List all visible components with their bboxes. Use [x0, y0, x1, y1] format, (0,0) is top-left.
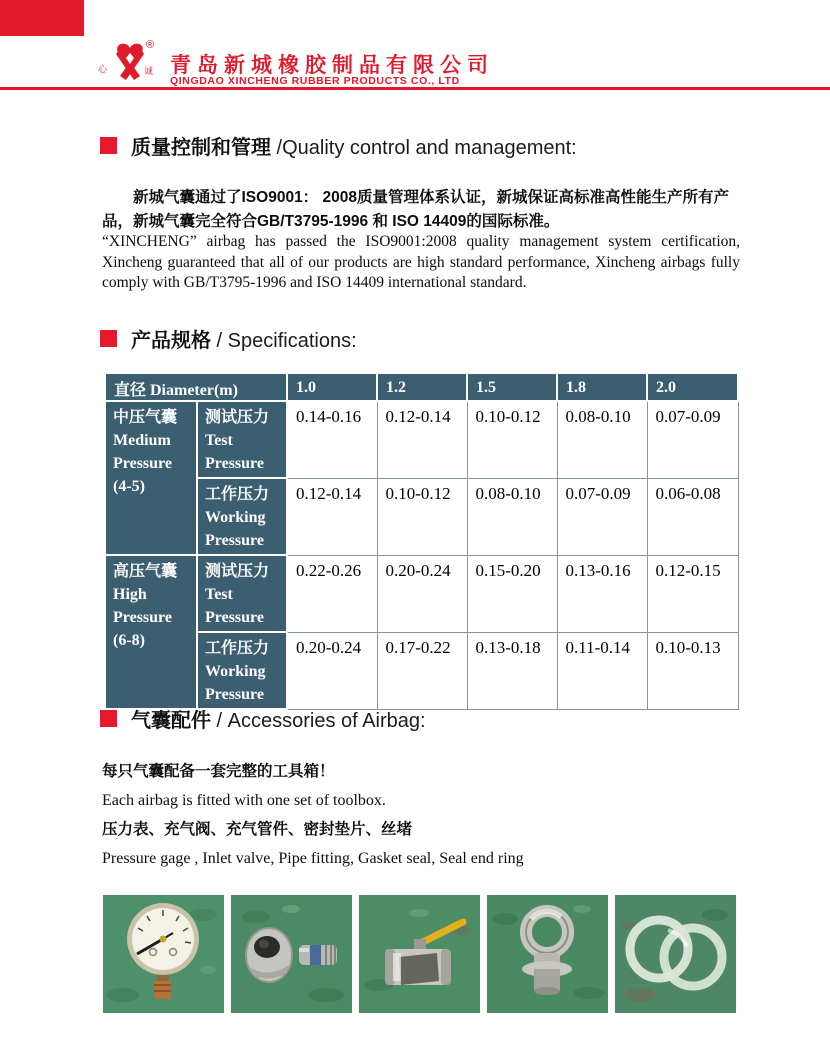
table-row [105, 478, 738, 555]
svg-text:心: 心 [98, 64, 108, 74]
group-medium-pressure-cell: 中压气囊 Medium Pressure (4-5) [105, 401, 197, 555]
value-cell: 0.20-0.24 [287, 632, 377, 709]
value-cell: 0.17-0.22 [377, 632, 467, 709]
accessories-heading-zh: 气囊配件 [131, 710, 211, 732]
diameter-value-cell: 1.2 [377, 373, 467, 401]
inlet-valve-photo [231, 895, 352, 1013]
value-cell: 0.12-0.15 [647, 555, 738, 632]
red-square-bullet-icon [100, 710, 117, 727]
value-cell: 0.11-0.14 [557, 632, 647, 709]
svg-text:诚: 诚 [144, 66, 154, 76]
spec-heading-en: / Specifications: [211, 330, 357, 352]
working-pressure-label-cell: 工作压力 Working Pressure [197, 632, 287, 709]
test-pressure-label-cell: 测试压力 Test Pressure [197, 555, 287, 632]
diameter-value-cell: 1.0 [287, 373, 377, 401]
working-pressure-label-cell: 工作压力 Working Pressure [197, 478, 287, 555]
quality-heading-en: /Quality control and management: [271, 137, 577, 159]
gasket-rings-photo [615, 895, 736, 1013]
value-cell: 0.15-0.20 [467, 555, 557, 632]
test-pressure-label-cell: 测试压力 Test Pressure [197, 401, 287, 478]
diameter-value-cell: 2.0 [647, 373, 738, 401]
specifications-table [104, 372, 739, 710]
toolbox-line-en: Each airbag is fitted with one set of toolbox. [102, 792, 386, 809]
quality-paragraph-en: “XINCHENG” airbag has passed the ISO9001:2008 quality management system certification, Xincheng guaranteed that all of our products are high standard performance, Xincheng airbags fully comply with GB/T3795-1996 and ISO 14409 international standard. [102, 233, 740, 291]
value-cell: 0.06-0.08 [647, 478, 738, 555]
red-square-bullet-icon [100, 330, 117, 347]
accessory-photo-strip [103, 895, 736, 1013]
accessories-heading-en: / Accessories of Airbag: [211, 710, 426, 732]
value-cell: 0.14-0.16 [287, 401, 377, 478]
table-header-row [105, 373, 738, 401]
quality-heading-zh: 质量控制和管理 [131, 137, 271, 159]
value-cell: 0.10-0.12 [467, 401, 557, 478]
value-cell: 0.07-0.09 [647, 401, 738, 478]
accessory-list-en: Pressure gage , Inlet valve, Pipe fitting, Gasket seal, Seal end ring [102, 850, 524, 867]
registered-mark: ® [146, 39, 155, 51]
diameter-value-cell: 1.5 [467, 373, 557, 401]
diameter-value-cell: 1.8 [557, 373, 647, 401]
accessories-text-block [102, 760, 740, 876]
group-high-pressure-cell: 高压气囊 High Pressure (6-8) [105, 555, 197, 709]
value-cell: 0.10-0.13 [647, 632, 738, 709]
value-cell: 0.20-0.24 [377, 555, 467, 632]
value-cell: 0.13-0.16 [557, 555, 647, 632]
value-cell: 0.12-0.14 [287, 478, 377, 555]
eye-bolt-photo [487, 895, 608, 1013]
table-row [105, 555, 738, 632]
quality-paragraph-zh: 新城气囊通过了ISO9001： 2008质量管理体系认证，新城保证高标准高性能生产所有产品，新城气囊完全符合GB/T3795-1996 和 ISO 14409的国际标准。 [102, 189, 729, 230]
value-cell: 0.22-0.26 [287, 555, 377, 632]
ball-valve-photo [359, 895, 480, 1013]
header-red-block [0, 0, 84, 36]
company-name-en: QINGDAO XINCHENG RUBBER PRODUCTS CO., LTD [170, 75, 460, 87]
spec-heading-zh: 产品规格 [131, 330, 211, 352]
value-cell: 0.10-0.12 [377, 478, 467, 555]
company-name-zh: 青岛新城橡胶制品有限公司 [170, 54, 494, 77]
value-cell: 0.13-0.18 [467, 632, 557, 709]
red-square-bullet-icon [100, 137, 117, 154]
company-logo-icon [96, 38, 164, 88]
section-accessories-heading [100, 704, 426, 733]
value-cell: 0.08-0.10 [557, 401, 647, 478]
table-row [105, 401, 738, 478]
value-cell: 0.08-0.10 [467, 478, 557, 555]
diameter-header-cell: 直径 Diameter(m) [105, 373, 287, 401]
value-cell: 0.07-0.09 [557, 478, 647, 555]
section-quality-heading [100, 131, 577, 160]
value-cell: 0.12-0.14 [377, 401, 467, 478]
section-specifications-heading [100, 324, 357, 353]
toolbox-line-zh: 每只气囊配备一套完整的工具箱！ [102, 763, 335, 780]
pressure-gauge-photo [103, 895, 224, 1013]
accessory-list-zh: 压力表、充气阀、充气管件、密封垫片、丝堵 [102, 821, 413, 838]
table-row [105, 632, 738, 709]
